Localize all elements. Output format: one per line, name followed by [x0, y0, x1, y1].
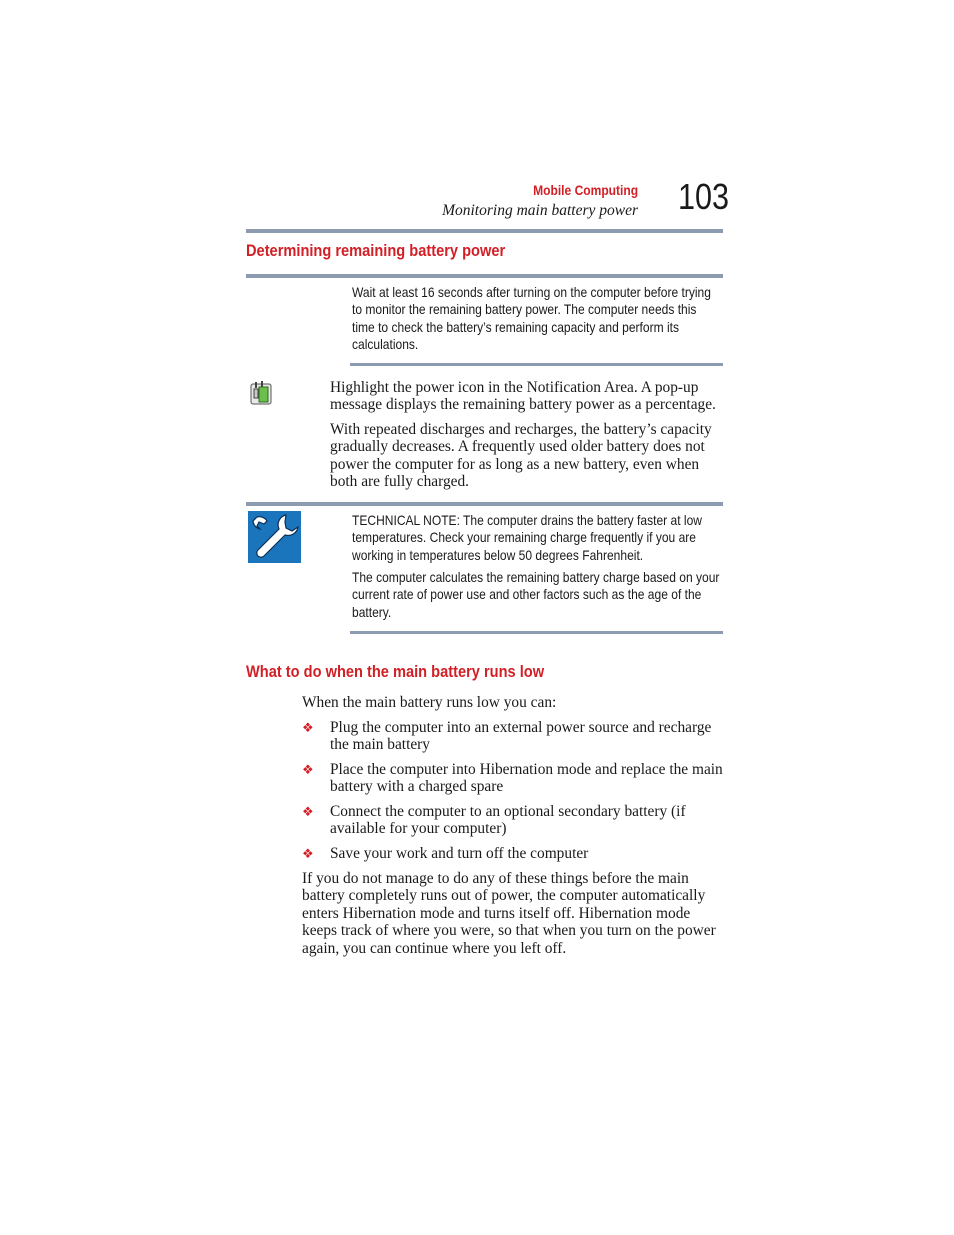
technote-bottom-rule [350, 631, 723, 634]
bullet-marker: ❖ [302, 846, 314, 861]
section-heading-remaining-power: Determining remaining battery power [246, 241, 506, 260]
note-bottom-rule [350, 363, 723, 366]
list-item: Save your work and turn off the computer [330, 845, 589, 862]
technote-top-rule [246, 502, 723, 506]
wrench-icon [248, 511, 301, 563]
list-item: Place the computer into Hibernation mode and replace the main battery with a charged spare [330, 761, 723, 796]
bullet-marker: ❖ [302, 762, 314, 777]
page-number: 103 [678, 176, 730, 217]
note-top-rule [246, 274, 723, 278]
paragraph-battery-capacity: With repeated discharges and recharges, the battery’s capacity gradually decreases. A frequently used older battery does not power the computer for as long as a new battery, even when both are fully charged. [330, 421, 712, 491]
bullet-marker: ❖ [302, 720, 314, 735]
list-item: Plug the computer into an external power source and recharge the main battery [330, 719, 712, 754]
paragraph-hibernation-closing: If you do not manage to do any of these things before the main battery completely runs out of power, the computer automatically enters Hibernation mode and turns itself off. Hibernation mode keeps track of where you were, so that when you turn on the power again, you can continue where you left off. [302, 870, 716, 957]
section-heading-battery-low: What to do when the main battery runs low [246, 662, 545, 681]
paragraph-highlight-power-icon: Highlight the power icon in the Notification Area. A pop-up message displays the remaining battery power as a percentage. [330, 379, 716, 414]
technical-note-temperature: TECHNICAL NOTE: The computer drains the battery faster at low temperatures. Check your remaining charge frequently if you are working in temperatures below 50 degrees Fahrenheit. [352, 512, 702, 563]
bullet-marker: ❖ [302, 804, 314, 819]
technical-note-charge-calc: The computer calculates the remaining battery charge based on your current rate of power use and other factors such as the age of the battery. [352, 569, 720, 620]
power-plug-icon [249, 380, 275, 407]
running-header-chapter: Mobile Computing [532, 182, 638, 198]
note-wait-16-seconds: Wait at least 16 seconds after turning on the computer before trying to monitor the remaining battery power. The computer needs this time to check the battery’s remaining capacity and perform its calculations. [352, 284, 711, 352]
header-rule [246, 229, 723, 233]
running-header-section: Monitoring main battery power [442, 202, 638, 219]
paragraph-battery-low-intro: When the main battery runs low you can: [302, 694, 557, 711]
list-item: Connect the computer to an optional secondary battery (if available for your computer) [330, 803, 686, 838]
